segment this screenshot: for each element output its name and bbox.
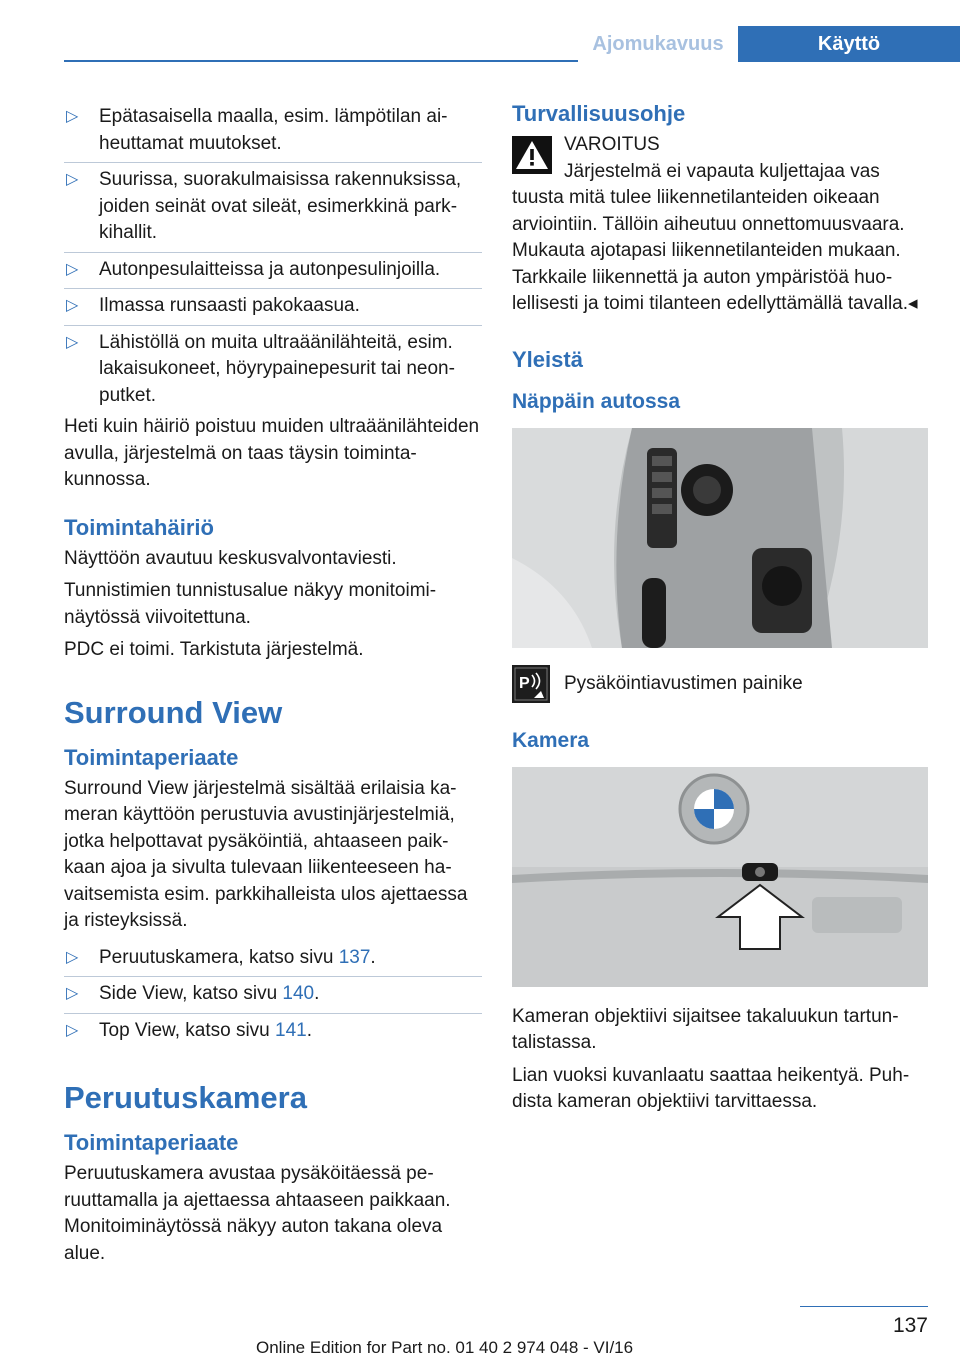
- camera-paragraph-1: Kameran objektiivi sijaitsee takaluukun tartuntalistassa.: [512, 1005, 899, 1053]
- page-link[interactable]: 140: [282, 983, 315, 1004]
- triangle-bullet-icon: ▷: [66, 108, 79, 125]
- right-column: [512, 100, 928, 1122]
- warning-text: tuusta mitä tulee liikennetilanteiden oikeaan arviointiin. Tällöin aiheutuu onnettomuusvaara. Mukauta ajotapasi liikennetilanteiden mukaan. Tarkkaile liikennettä ja auton ympäristöä huolellisesti ja toimi tilanteen edellyttämällä tavalla.◂: [512, 187, 918, 314]
- warning-first-line: Järjestelmä ei vapauta kuljettajaa vas: [564, 160, 880, 182]
- rear-camera-heading: Peruutuskamera: [64, 1080, 307, 1115]
- button-heading: Näppäin autossa: [512, 389, 681, 413]
- left-column: [64, 100, 482, 1273]
- triangle-bullet-icon: ▷: [66, 171, 79, 188]
- recovery-paragraph: Heti kuin häiriö poistuu muiden ultraäänilähteiden avulla, järjestelmä on taas täysin toimintakunnossa.: [64, 416, 480, 490]
- triangle-bullet-icon: ▷: [66, 985, 79, 1002]
- list-item: ▷ Suurissa, suorakulmaisissa rakennuksissa, joiden seinät ovat sileät, esimerkkinä parkkihallit.: [64, 163, 482, 253]
- triangle-bullet-icon: ▷: [66, 297, 79, 314]
- rear-camera-photo: [512, 767, 928, 987]
- surround-paragraph: Surround View järjestelmä sisältää erilaisia kameran käyttöön perustuvia avustinjärjestelmiä, jotka helpottavat pysäköintiä, ahtaaseen paikkaan ajoa ja sivulta tulevaan liikenteeseen havaitsemista esim. parkkihalleista ulos ajettaessa ja risteyksissä.: [64, 777, 468, 931]
- surround-links-list: [64, 941, 482, 1050]
- triangle-bullet-icon: ▷: [66, 948, 79, 966]
- surround-view-heading: Surround View: [64, 694, 283, 730]
- triangle-bullet-icon: ▷: [66, 260, 79, 278]
- safety-heading: Turvallisuusohje: [512, 101, 686, 126]
- malfunction-heading: Toimintahäiriö: [64, 514, 214, 540]
- warning-block: [512, 132, 928, 185]
- warning-triangle-icon: [512, 136, 552, 174]
- conditions-list: [64, 100, 482, 414]
- edition-footer: Online Edition for Part no. 01 40 2 974 048 - VI/16: [256, 1338, 634, 1357]
- footer-rule: [800, 1306, 928, 1307]
- tab-chapter[interactable]: Käyttö: [738, 26, 960, 62]
- general-heading: Yleistä: [512, 346, 583, 372]
- camera-paragraph-2: Lian vuoksi kuvanlaatu saattaa heikentyä. Puhdista kameran objektiivi tarvittaessa.: [512, 1064, 910, 1112]
- rear-camera-paragraph: Peruutuskamera avustaa pysäköitäessä peruuttamalla ja ajettaessa ahtaaseen paikkaan. Monitoiminäytössä näkyy auton takana oleva alue.: [64, 1163, 451, 1264]
- malfunction-text-3: PDC ei toimi. Tarkistuta järjestelmä.: [64, 639, 364, 660]
- list-item: ▷ Lähistöllä on muita ultraäänilähteitä, esim. lakaisukoneet, höyrypainepesurit tai neonputket.: [66, 331, 455, 406]
- parking-assistant-button-icon: [512, 665, 550, 703]
- malfunction-text-2: Tunnistimien tunnistusalue näkyy monitoiminäytössä viivoitettuna.: [64, 580, 437, 628]
- list-item: ▷ Epätasaisella maalla, esim. lämpötilan aiheuttamat muutokset.: [64, 100, 482, 163]
- page-link[interactable]: 141: [275, 1019, 307, 1041]
- triangle-bullet-icon: ▷: [66, 333, 79, 351]
- center-console-photo: [512, 428, 928, 648]
- principle-heading: Toimintaperiaate: [64, 744, 239, 770]
- rear-principle-heading: Toimintaperiaate: [64, 1130, 239, 1155]
- list-item: ▷ Top View, katso sivu 141.: [64, 1014, 482, 1050]
- list-item: ▷ Ilmassa runsaasti pakokaasua.: [64, 289, 482, 326]
- tab-section[interactable]: Ajomukavuus: [578, 26, 738, 62]
- svg-text:P: P: [519, 674, 530, 692]
- warning-label: VAROITUS: [564, 134, 660, 155]
- button-caption-row: [512, 665, 928, 707]
- button-caption: Pysäköintiavustimen painike: [564, 672, 803, 694]
- list-item: ▷ Autonpesulaitteissa ja autonpesulinjoilla.: [64, 253, 482, 290]
- malfunction-text-1: Näyttöön avautuu keskusvalvontaviesti.: [64, 547, 397, 569]
- list-item: ▷ Side View, katso sivu 140.: [64, 977, 482, 1014]
- triangle-bullet-icon: ▷: [66, 1021, 79, 1039]
- page-number: 137: [892, 1314, 928, 1337]
- list-item: ▷ Peruutuskamera, katso sivu 137.: [64, 941, 482, 978]
- camera-heading: Kamera: [512, 728, 590, 752]
- page-link[interactable]: 137: [338, 946, 371, 968]
